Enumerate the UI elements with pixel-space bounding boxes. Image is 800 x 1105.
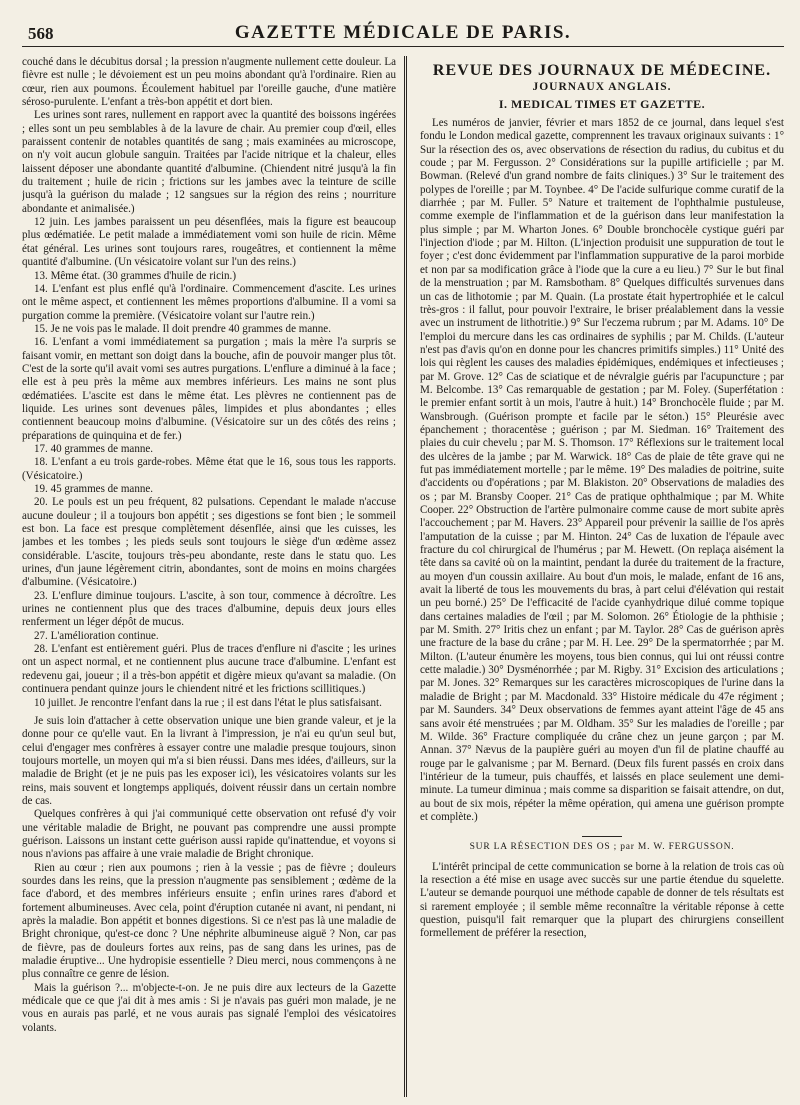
paragraph: Quelques confrères à qui j'ai communiqué cette observation ont refusé d'y voir une véritable maladie de Bright, ne pouvant pas comprendre une aussi prompte guérison. Laissons un instant cette guérison aussi rapide qu'inattendue, et voyons si nous n'avions pas affaire à une vraie maladie de Bright chronique.: [22, 808, 396, 861]
running-head: GAZETTE MÉDICALE DE PARIS.: [234, 22, 572, 43]
paragraph: 17. 40 grammes de manne.: [34, 442, 154, 455]
paragraph: couché dans le décubitus dorsal ; la pression n'augmente nullement cette douleur. La fièvre est nulle ; le dévoiement est un peu moins abondant qu'à l'ordinaire. Rien au cœur, rien aux poumons. Écoulement habituel par l'oreille gauche, d'une matière séroso-purulente. L'enfant a très-bon appétit et dort bien.: [22, 56, 396, 109]
page-number: 568: [28, 24, 54, 43]
paragraph: 23. L'enflure diminue toujours. L'ascite, à son tour, commence à décroître. Les urines ne contiennent plus que des traces d'albumine, depuis deux jours elles renferment un léger dépôt de mucus.: [22, 589, 396, 629]
article-paragraph: L'intérêt principal de cette communication se borne à la relation de trois cas où la resection a été mise en usage avec succès sur une partie étendue du squelette. L'auteur se demande pourquoi une méthode capable de donner de tels résultats est si rarement employée ; il semble même reconnaître la véritable réponse à cette question, puisqu'il fait remarquer que la plupart des chirurgiens conseillent formellement de préférer la resection,: [420, 860, 784, 940]
paragraph: 10 juillet. Je rencontre l'enfant dans la rue ; il est dans l'état le plus satisfaisant.: [34, 696, 382, 709]
paragraph: 19. 45 grammes de manne.: [34, 483, 154, 495]
paragraph: 16. L'enfant a vomi immédiatement sa purgation ; mais la mère l'a surpris se faisant vomir, en mettant son doigt dans la bouche, afin de pouvoir manger plus tôt. C'est de la sorte qu'il avait vomi ses autres purgations. L'enflure a diminué à la face ; elle est à peu près la même aux membres inférieurs. Les mains ne sont plus œdématiées. L'ascite est dans le même état. Les plèvres ne contiennent pas de liquide. Les urines sont devenues pâles, limpides et plus abondantes ; elles contiennent beaucoup moins d'albumine. (Vésicatoire sur un des côtés des reins ; préparations de quinquina et de fer.): [22, 336, 396, 442]
paragraph: 15. Je ne vois pas le malade. Il doit prendre 40 grammes de manne.: [34, 322, 331, 335]
heading-rule: [582, 836, 622, 837]
paragraph: 13. Même état. (30 grammes d'huile de ricin.): [34, 269, 236, 282]
paragraph: 28. L'enfant est entièrement guéri. Plus de traces d'enflure ni d'ascite ; les urines ont un aspect normal, et ne contiennent plus aucune trace d'albumine. L'enfant est redevenu gai, joueur ; il a très-bon appétit et digère mieux qu'avant sa maladie. (On continuera pendant quinze jours le chiendent nitré et les frictions scillitiques.): [22, 643, 396, 696]
column-divider: [404, 56, 407, 1097]
paragraph: Rien au cœur ; rien aux poumons ; rien à la vessie ; pas de fièvre ; douleurs sourdes dans les reins, que la pression n'augmente pas sensiblement ; œdème de la face d'abord, et des membres inférieurs ensuite ; enfin urines rares d'abord et fortement albumineuses. Avec cela, point d'éruption cutanée ni avant, ni pendant, ni après la maladie. Bon appétit et bonnes digestions. Si ce n'est pas là une maladie de Bright chronique, qu'est-ce donc ? Une néphrite albumineuse aiguë ? Non, car pas de fièvre, pas de douleurs fortes aux reins, pas de sang dans les urines, pas de maladie éruptive... Une hydropisie essentielle ? Dieu merci, nous commençons à ne plus connaître ce genre de lésion.: [22, 861, 396, 981]
paragraph: Je suis loin d'attacher à cette observation unique une bien grande valeur, et je la donne pour ce qu'elle vaut. En la livrant à l'impression, je n'ai eu qu'un seul but, celui d'engager mes confrères à essayer contre une maladie presque toujours, sinon toujours mortelle, un moyen qui m'a si bien réussi. Dans mes idées, d'ailleurs, sur la maladie de Bright (et je ne puis pas les exposer ici), les vésicatoires volants sur les reins, mais souvent et longtemps appliqués, doivent réussir dans un certain nombre de cas.: [22, 714, 396, 807]
paragraph: Les urines sont rares, nullement en rapport avec la quantité des boissons ingérées ; elles sont un peu semblables à de la lavure de chair. Au premier coup d'œil, elles paraissent contenir de notables quantités de sang ; mais examinées au microscope, on n'y voit aucun globule sanguin. Traitées par l'acide nitrique et la chaleur, elles laissent déposer une abondante quantité d'albumine. (Chiendent nitré jusqu'à la fin du traitement ; huile de ricin ; frictions sur les jambes avec la teinture de scille jusqu'à la guérison du malade ; 12 sangsues sur la région des reins ; nourriture abondante et animalisée.): [22, 109, 396, 215]
paragraph: 14. L'enfant est plus enflé qu'à l'ordinaire. Commencement d'ascite. Les urines ont le même aspect, et contiennent les mêmes proportions d'albumine. Il a vomi sa purgation comme la première. (Vésicatoire volant sur l'autre rein.): [22, 282, 396, 322]
paragraph: 12 juin. Les jambes paraissent un peu désenflées, mais la figure est beaucoup plus œdématiée. Le petit malade a immédiatement vomi son huile de ricin. Même état général. Les urines sont toujours rares, rougeâtres, et contiennent la même quantité d'albumine. (Un vésicatoire volant sur l'un des reins.): [22, 216, 396, 269]
article-heading-text: SUR LA RÉSECTION DES OS ; par M. W. FERGUSSON.: [469, 842, 735, 853]
right-column: [420, 56, 784, 1099]
paragraph: Mais la guérison ?... m'objecte-t-on. Je ne puis dire aux lecteurs de la Gazette médicale que ce que j'ai dit à mes amis : Si je n'avais pas guéri mon malade, je ne vous en aurais pas parlé, et ne vous aurais pas signalé l'emploi des vésicatoires volants.: [22, 981, 396, 1034]
page-header: [22, 16, 784, 47]
paragraph: 27. L'amélioration continue.: [34, 629, 159, 642]
article-heading: [420, 834, 784, 854]
intro-paragraph: Les numéros de janvier, février et mars 1852 de ce journal, dans lequel s'est fondu le London medical gazette, comprennent les travaux originaux suivants : 1° Sur la résection des os, avec observations de résection du radius, du cubitus et du coude ; par M. Fergusson. 2° Considérations sur la pupille artificielle ; par M. Bowman. (Relevé d'un grand nombre de faits cliniques.) 3° Sur le traitement des polypes de l'oreille ; par M. Toynbee. 4° De l'acide sulfurique comme curatif de la diarrhée ; par M. Fuller. 5° Nature et traitement de l'ophthalmie pustuleuse, comme exemple de l'inflammation et de la guérison dans leur manifestation la plus simple ; par M. Wharton Jones. 6° Double bronchocèle cystique guéri par l'injection d'iode ; par M. Hilton. (L'injection produisit une suppuration de tout le foyer ; c'est donc évidemment par l'inflammation suppurative de la paroi morbide et non par sa modification grâce à l'iode que la cure a eu lieu.) 7° Sur le but final de la menstruation ; par M. Ramsbotham. 8° Quelques difficultés survenues dans un cas de lithotomie ; par M. Quain. (La prostate était hypertrophiée et le calcul très-gros : il fallut, pour pouvoir l'extraire, le briser préalablement dans la vessie avec un instrument de lithotritie.) 9° Sur l'eczema rubrum ; par M. Adams. 10° De l'emploi du mercure dans les cas ordinaires de syphilis ; par M. Childs. (L'auteur n'est pas d'avis qu'on en donne pour les chancres primitifs simples.) 11° Unité des lois qui règlent les causes des maladies épidémiques, endémiques et infectieuses ; par M. Grove. 12° Cas de sciatique et de névralgie guéris par l'acupuncture ; par M. Belcombe. 13° Cas remarquable de gestation ; par M. Foley. (Superfétation : le premier enfant sortit à un mois, l'autre à huit.) 14° Bronchocèle fluide ; par M. Wansbrough. (Guérison prompte et facile par le séton.) 15° Pleurésie avec épanchement ; thoracentèse ; guérison ; par M. Siedman. 16° Traitement des plaies du cuir chevelu ; par M. S. Thomson. 17° Réflexions sur le traitement local des ulcères de la jambe ; par M. Warwick. 18° Cas de plaie de tête grave qui ne fut pas immédiatement mortelle ; par le même. 19° Des maladies de poitrine, suite d'accidents ou d'opérations ; par M. Blakiston. 20° Observations de maladies des os ; par M. Bransby Cooper. 21° Cas de pratique ophthalmique ; par M. White Cooper. 22° Obstruction de l'artère pulmonaire comme cause de mort subite après l'accouchement ; par M. Havers. 23° Appareil pour prévenir la saillie de l'os après l'amputation de la cuisse ; par M. Hinton. 24° Cas de luxation de l'épaule avec fracture du col chirurgical de l'humérus ; par M. Hewett. (On replaça aisément la tête dans sa cavité où on la maintint, pendant la durée du traitement de la fracture, au moyen d'un coussin axillaire. Au bout d'un mois, le malade, enfant de 16 ans, avait la liberté de tous les mouvements du bras, à part celui d'élévation qui restait un peu borné.) 25° De l'efficacité de l'acide cyanhydrique dilué comme topique dans certaines maladies de l'œil ; par M. Solomon. 26° Étiologie de la phthisie ; par M. Smith. 27° Iritis chez un enfant ; par M. Taylor. 28° Cas de guérison après une fracture de la base du crâne ; par M. H. Lee. 29° De la spermatorrhée ; par M. Milton. (L'auteur énumère les moyens, tous bien connus, qui lui ont réussi contre cette maladie.) 30° Dysménorrhée ; par M. Rigby. 31° Excision des articulations ; par M. Jones. 32° Remarques sur les caractères microscopiques de l'urine dans la maladie de Bright ; par M. Macdonald. 33° Histoire médicale du 47e régiment ; par M. Saunders. 34° Deux observations de femmes ayant atteint l'âge de 45 ans sans avoir été menstruées ; par M. Oldham. 35° Sur les maladies de l'oreille ; par M. Wilde. 36° Fracture compliquée du crâne chez un jeune garçon ; par M. Annan. 37° Nævus de la paupière guéri au moyen d'un fil de platine chauffé au rouge par le galvanisme ; par M. Bernard. (Deux fils furent passés en croix dans l'intérieur de la tumeur, puis chauffés, et laissés en place seulement une demi-minute. La tumeur diminua ; mais comme sa disparition se faisait attendre, on dut, au bout de six mois, répéter la même opération, qui amena une guérison prompte et complète.): [420, 117, 784, 823]
subsection-heading: JOURNAUX ANGLAIS.: [532, 81, 672, 94]
section-title: REVUE DES JOURNAUX DE MÉDECINE.: [432, 62, 772, 79]
paragraph: 18. L'enfant a eu trois garde-robes. Même état que le 16, sous tous les rapports. (Vésicatoire.): [22, 456, 396, 482]
paragraph: 20. Le pouls est un peu fréquent, 82 pulsations. Cependant le malade n'accuse aucune douleur ; il a toujours bon appétit ; ses digestions se font bien ; le sommeil est bon. La face est presque complètement désenflée, ainsi que les cuisses, les jambes et les tombes ; les pieds seuls sont toujours le siège d'un œdème assez considérable. L'ascite, toujours très-peu abondante, reste dans le statu quo. Les urines, d'un jaune légèrement citrin, abondantes, sont de moins en moins chargées d'albumine. (Vésicatoire.): [22, 496, 396, 589]
left-column: [22, 56, 396, 1099]
journal-heading: I. MEDICAL TIMES ET GAZETTE.: [498, 96, 706, 111]
